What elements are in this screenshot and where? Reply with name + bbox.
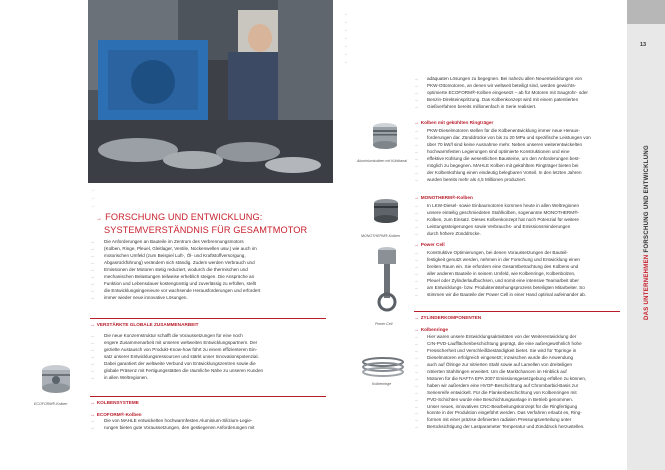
text-line: aller anderen Bauteile in seinem Umfeld, wie Kolbenringe, Kolbenbolzen, [427, 270, 576, 276]
text-line: (Kolben, Ringe, Pleuel, Gleitlager, Ventile, Nockenwellen usw.) wie auch im [104, 245, 257, 251]
text-line: in allen Weltregionen. [104, 374, 149, 380]
text-line: Motoren für die NAFTA EPA 2007 Emissionsgesetzgebung erfüllen zu können, [427, 375, 587, 381]
subheading-monotherm: → MONOTHERM®-Kolben [414, 195, 473, 200]
sidebar-top-block [627, 0, 665, 24]
text-line: Konstruktive Optimierungen, bei denen Voraussetzungen der Bauteil- [427, 250, 568, 255]
caption-monotherm: MONOTHERM®-Kolben [361, 234, 400, 238]
arrow-icon: → [96, 216, 103, 222]
piston-rings-paragraph [427, 334, 620, 431]
chapter-title-vertical: DAS UNTERNEHMEN FORSCHUNG UND ENTWICKLUNG [644, 145, 650, 320]
subheading-cooperation: → VERSTÄRKTE GLOBALE ZUSAMMENARBEIT [90, 322, 199, 327]
text-line: In LKW-Diesel- sowie Einbaumotoren kommen heute in allen Weltregionen [427, 203, 580, 208]
caption-cooled-piston: Aluminiumkolben mit Kühlkanal [357, 159, 407, 163]
divider [90, 318, 326, 319]
arrow-column: → → → → → → → → [414, 128, 419, 182]
text-line: stimmen wir die Bauteile der Power Cell in einer Hand optimal aufeinander ab. [427, 291, 587, 297]
arrow-column: → → → → → → → → → [90, 239, 95, 300]
text-line: adäquaten Lösungen zu begegnen. Bei nahezu allen Neuentwicklungen von [427, 76, 583, 81]
text-line: nitrierten Stahlringen erweitert. Um die Marktchancen im Hinblick auf [427, 368, 567, 374]
text-line: unsere einteilig geschmiedeten Stahlkolben, sogenannte MONOTHERM®- [427, 209, 579, 215]
text-line: Gießverfahren bereits millionenfach in Serie realisiert. [427, 103, 537, 109]
ecoform-continued-paragraph [427, 76, 620, 111]
arrow-column: → → → → → → → [90, 333, 95, 380]
text-line: Hier waren unsere Entwicklungsaktivitäten von der Weiterentwicklung der [427, 334, 577, 339]
text-line: gezielte Austausch von Produkt-Know-how führt zu einem effizienteren Ein- [104, 346, 258, 352]
subheading-piston-systems: → KOLBENSYSTEME [90, 400, 139, 405]
text-line: Leistungssteigerungen sowie Verbrauchs- und Emissionsminderungen [427, 223, 571, 229]
decorative-arrows: → → → → → → → [343, 11, 348, 65]
subheading-cylinder-components: → ZYLINDERKOMPONENTEN [414, 315, 482, 320]
power-cell-image [376, 244, 398, 316]
text-line: rungen bieten gute Voraussetzungen, den gestiegenen Anforderungen mit [104, 424, 255, 430]
caption-ecoform: ECOFORM®-Kolben [34, 402, 68, 406]
arrow-column: → → → → → → → → → → → → → → [414, 334, 419, 430]
text-line: Die neue Konzernstruktur schafft die Voraussetzungen für eine noch [104, 333, 243, 338]
ecoform-piston-image [36, 362, 76, 398]
subheading-ecoform: → ECOFORM®-Kolben [90, 412, 142, 417]
cooled-piston-image [368, 120, 402, 154]
text-line: wurden bereits mehr als 4,5 Millionen produziert. [427, 176, 527, 182]
arrow-column: → → → → → → → [414, 250, 419, 297]
text-line: durch höhere Zünddrücke. [427, 230, 481, 236]
text-line: Die Anforderungen an Bauteile im Zentrum des Verbrennungsmotors [104, 239, 244, 244]
text-line: möglich zu begegnen. MAHLE Kolben mit gekühltem Ringträger bieten bei [427, 162, 579, 168]
text-line: über 70 kW/l sind keine Ausnahme mehr. Neben unseren weiterentwickelten [427, 141, 582, 147]
text-line: Dabei garantiert der weltweite Verbund von Entwicklungszentren sowie die [104, 360, 256, 366]
text-line: mechanischen Belastungen teilweise erheblich steigen. Die Ansprüche an [104, 273, 255, 279]
text-line: PVD-Schichten wurde eine Beschichtungsanlage in Betrieb genommen. [427, 396, 574, 402]
engine-lab-photo [88, 0, 333, 183]
page-number: 13 [640, 42, 647, 48]
cooperation-paragraph [104, 333, 326, 382]
arrow-column: → → → → → [414, 76, 419, 109]
text-line: am Entwicklungs- bzw. Produktentstehungsprozess beteiligten Mitarbeiter. So [427, 284, 585, 290]
text-line: der Kolbenkühlung einen eindeutig belegbaren Vorteil. In den letzten Jahren [427, 169, 582, 175]
text-line: Funktion und Lebensdauer kostengünstig und zuverlässig zu erfüllen, stellt [104, 280, 256, 286]
text-line: Emissionen der Motoren stetig reduziert, wodurch die thermischen und [104, 266, 248, 272]
text-line: Fressicherheit und Verschleißbeständigkeit bietet. Sie wird für Topringe in [427, 347, 577, 353]
caption-power-cell: Power Cell [375, 322, 393, 326]
cooled-ring-carrier-paragraph [427, 128, 620, 184]
text-line: PKW-Ottomotoren, an denen wir weltweit beteiligt sind, werden gewichts- [427, 82, 577, 88]
text-line: engere Zusammenarbeit mit unseren weltweiten Entwicklungspartnern. Der [104, 339, 258, 345]
monotherm-piston-image [370, 196, 402, 230]
arrow-column: → → [90, 418, 95, 430]
text-line: PKW-Dieselmotoren stellen für die Kolbenentwicklung immer neue Heraus- [427, 128, 580, 133]
text-line: hochwarmfesten Legierungen sind optimierte Konstruktionen und eine [427, 148, 570, 154]
ecoform-paragraph [104, 418, 326, 432]
text-line: breiten Raum ein. Sie erfordern eine Gesamtbetrachtung des Kolbens und [427, 263, 579, 269]
text-line: motorischen Umfeld (zum Beispiel Luft-, Öl- und Kraftstoffversorgung, [104, 252, 246, 258]
subheading-power-cell: → Power Cell [414, 242, 445, 247]
text-line: forderungen dar. Zünddrücke von bis zu 20 MPa und spezifische Leistungen von [427, 134, 591, 140]
arrow-column: → → → → → [414, 203, 419, 236]
text-line: Berücksichtigung der Lastparameter Temperatur und Zünddruck herzustellen. [427, 424, 585, 430]
decorative-arrows: → → → [90, 187, 95, 209]
text-line: Serienreife entwickelt. Für die Flankenbeschichtung von Kolbenringen mit [427, 389, 577, 395]
text-line: konnte in der Produktion eingeführt werden. Das Verfahren erlaubt es, Ring- [427, 410, 582, 416]
subheading-cooled-ring-carrier: → Kolben mit gekühlten Ringträger [414, 120, 494, 125]
text-line: Kolben, zum Einsatz. Dieses Kolbenkonzept hat noch Potenzial für weitere [427, 216, 579, 222]
text-line: Dieselmotoren erfolgreich eingesetzt; inzwischen wurde die Anwendung [427, 354, 574, 360]
text-line: Benzin-Direkteinspritzung. Das Kolbenkonzept wird mit einem patentierten [427, 96, 579, 102]
text-line: festigkeit genutzt werden, nehmen in der Forschung und Entwicklung einen [427, 256, 580, 262]
text-line: CrN-PVD-Laufflächenbeschichtung geprägt, die eine außergewöhnlich hohe [427, 340, 582, 346]
text-line: formen mit einer präzise definierten radialen Pressungsverteilung unter [427, 417, 572, 423]
divider [414, 311, 620, 312]
power-cell-paragraph [427, 250, 620, 299]
text-line: optimierte ECOFORM®-Kolben eingesetzt – ab für Motoren mit Saugrohr- oder [427, 89, 588, 95]
text-line: die Entwicklungsingenieure vor wachsende Herausforderungen und erfordert [104, 287, 261, 293]
caption-piston-rings: Kolbenringe [372, 382, 392, 386]
section-heading: → FORSCHUNG UND ENTWICKLUNG: SYSTEMVERSTÄNDNIS FÜR GESAMTMOTOR [96, 212, 308, 235]
text-line: satz unserer Entwicklungsressourcen und stärkt unser Innovationspotenzial. [104, 353, 259, 359]
monotherm-paragraph [427, 203, 620, 238]
text-line: effektive Kühlung die wesentlichen Bausteine, um den Anforderungen best- [427, 155, 580, 161]
divider [90, 396, 326, 397]
text-line: globale Präsenz mit Fertigungsstätten die räumliche Nähe zu unseren Kunden [104, 367, 264, 373]
text-line: immer wieder neue innovative Lösungen. [104, 294, 188, 300]
text-line: haben wir außerdem eine HVOF-Beschichtung auf Chrombarbid-Basis zur [427, 382, 579, 388]
text-line: auch auf Ölringe zur nitrierten Stahl sowie auf Lamellen von dreiteiligen [427, 361, 573, 367]
text-line: Abgasrückführung) verändern sich ständig. Zudem werden Verbrauch und [104, 259, 255, 265]
subheading-piston-rings: → Kolbenringe [414, 327, 449, 332]
text-line: Pleuel oder Zylinderlaufbuchsen, und somit eine intensive Teamarbeit über [427, 277, 579, 283]
text-line: Die von MAHLE entwickelten hochwarmfesten Aluminium-Silizium-Legie- [104, 418, 253, 423]
piston-rings-image [360, 356, 406, 378]
intro-paragraph [104, 239, 326, 302]
text-line: Unser neues, innovatives CNC-Bearbeitungskonzept für die Ringfertigung [427, 403, 578, 409]
